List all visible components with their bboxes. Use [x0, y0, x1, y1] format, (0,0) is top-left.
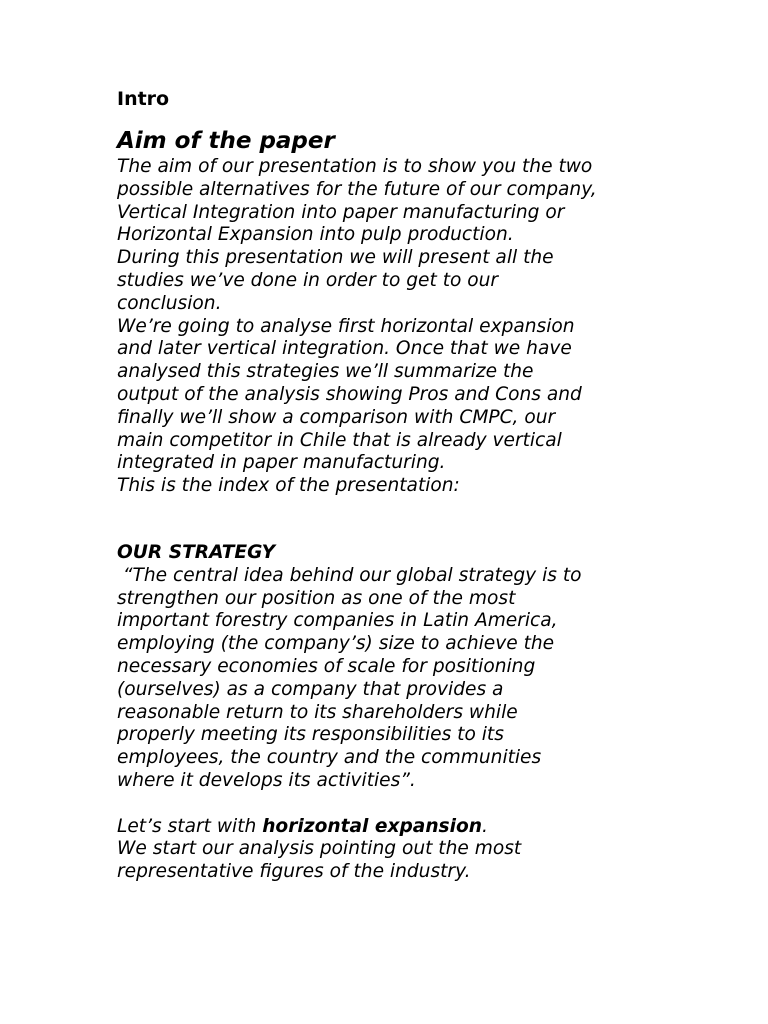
aim-line: During this presentation we will present all the — [117, 247, 554, 269]
aim-line: analysed this strategies we’ll summarize the — [117, 361, 534, 383]
aim-line: We’re going to analyse first horizontal expansion — [117, 315, 575, 337]
quote-line: reasonable return to its shareholders while — [117, 701, 518, 723]
aim-line: main competitor in Chile that is already vertical — [117, 429, 562, 451]
quote-line: properly meeting its responsibilities to its — [117, 724, 504, 746]
paragraph-spacer — [117, 793, 757, 816]
aim-line: studies we’ve done in order to get to our — [117, 269, 499, 291]
quote-line: important forestry companies in Latin America, — [117, 610, 558, 632]
quote-line: “The central idea behind our global strategy is to — [117, 564, 582, 586]
aim-line: conclusion. — [117, 292, 222, 314]
intro-heading: Intro — [117, 88, 170, 110]
quote-line: necessary economies of scale for positioning — [117, 655, 536, 677]
strategy-heading: OUR STRATEGY — [117, 541, 276, 563]
aim-paragraph — [117, 156, 757, 498]
closing-line: representative figures of the industry. — [117, 861, 471, 883]
start-line — [117, 816, 757, 839]
start-suffix: . — [482, 815, 488, 837]
aim-line: possible alternatives for the future of our company, — [117, 178, 597, 200]
closing-line: We start our analysis pointing out the most — [117, 838, 522, 860]
quote-line: employing (the company’s) size to achieve the — [117, 633, 555, 655]
aim-line: integrated in paper manufacturing. — [117, 452, 446, 474]
quote-line: strengthen our position as one of the most — [117, 587, 516, 609]
quote-line: where it develops its activities”. — [117, 769, 416, 791]
start-prefix: Let’s start with — [117, 815, 263, 837]
aim-line: finally we’ll show a comparison with CMPC, our — [117, 406, 556, 428]
strategy-quote — [117, 565, 757, 884]
start-emphasis: horizontal expansion — [262, 815, 483, 837]
quote-line: (ourselves) as a company that provides a — [117, 678, 504, 700]
aim-line: The aim of our presentation is to show you the two — [117, 156, 593, 177]
aim-line: output of the analysis showing Pros and Cons and — [117, 383, 582, 405]
aim-line: Vertical Integration into paper manufacturing or — [117, 201, 565, 223]
page-content — [117, 86, 757, 884]
aim-line: and later vertical integration. Once that we have — [117, 338, 572, 360]
aim-heading: Aim of the paper — [117, 128, 335, 154]
aim-line: This is the index of the presentation: — [117, 475, 460, 497]
quote-line: employees, the country and the communities — [117, 747, 542, 769]
aim-line: Horizontal Expansion into pulp production. — [117, 224, 514, 246]
